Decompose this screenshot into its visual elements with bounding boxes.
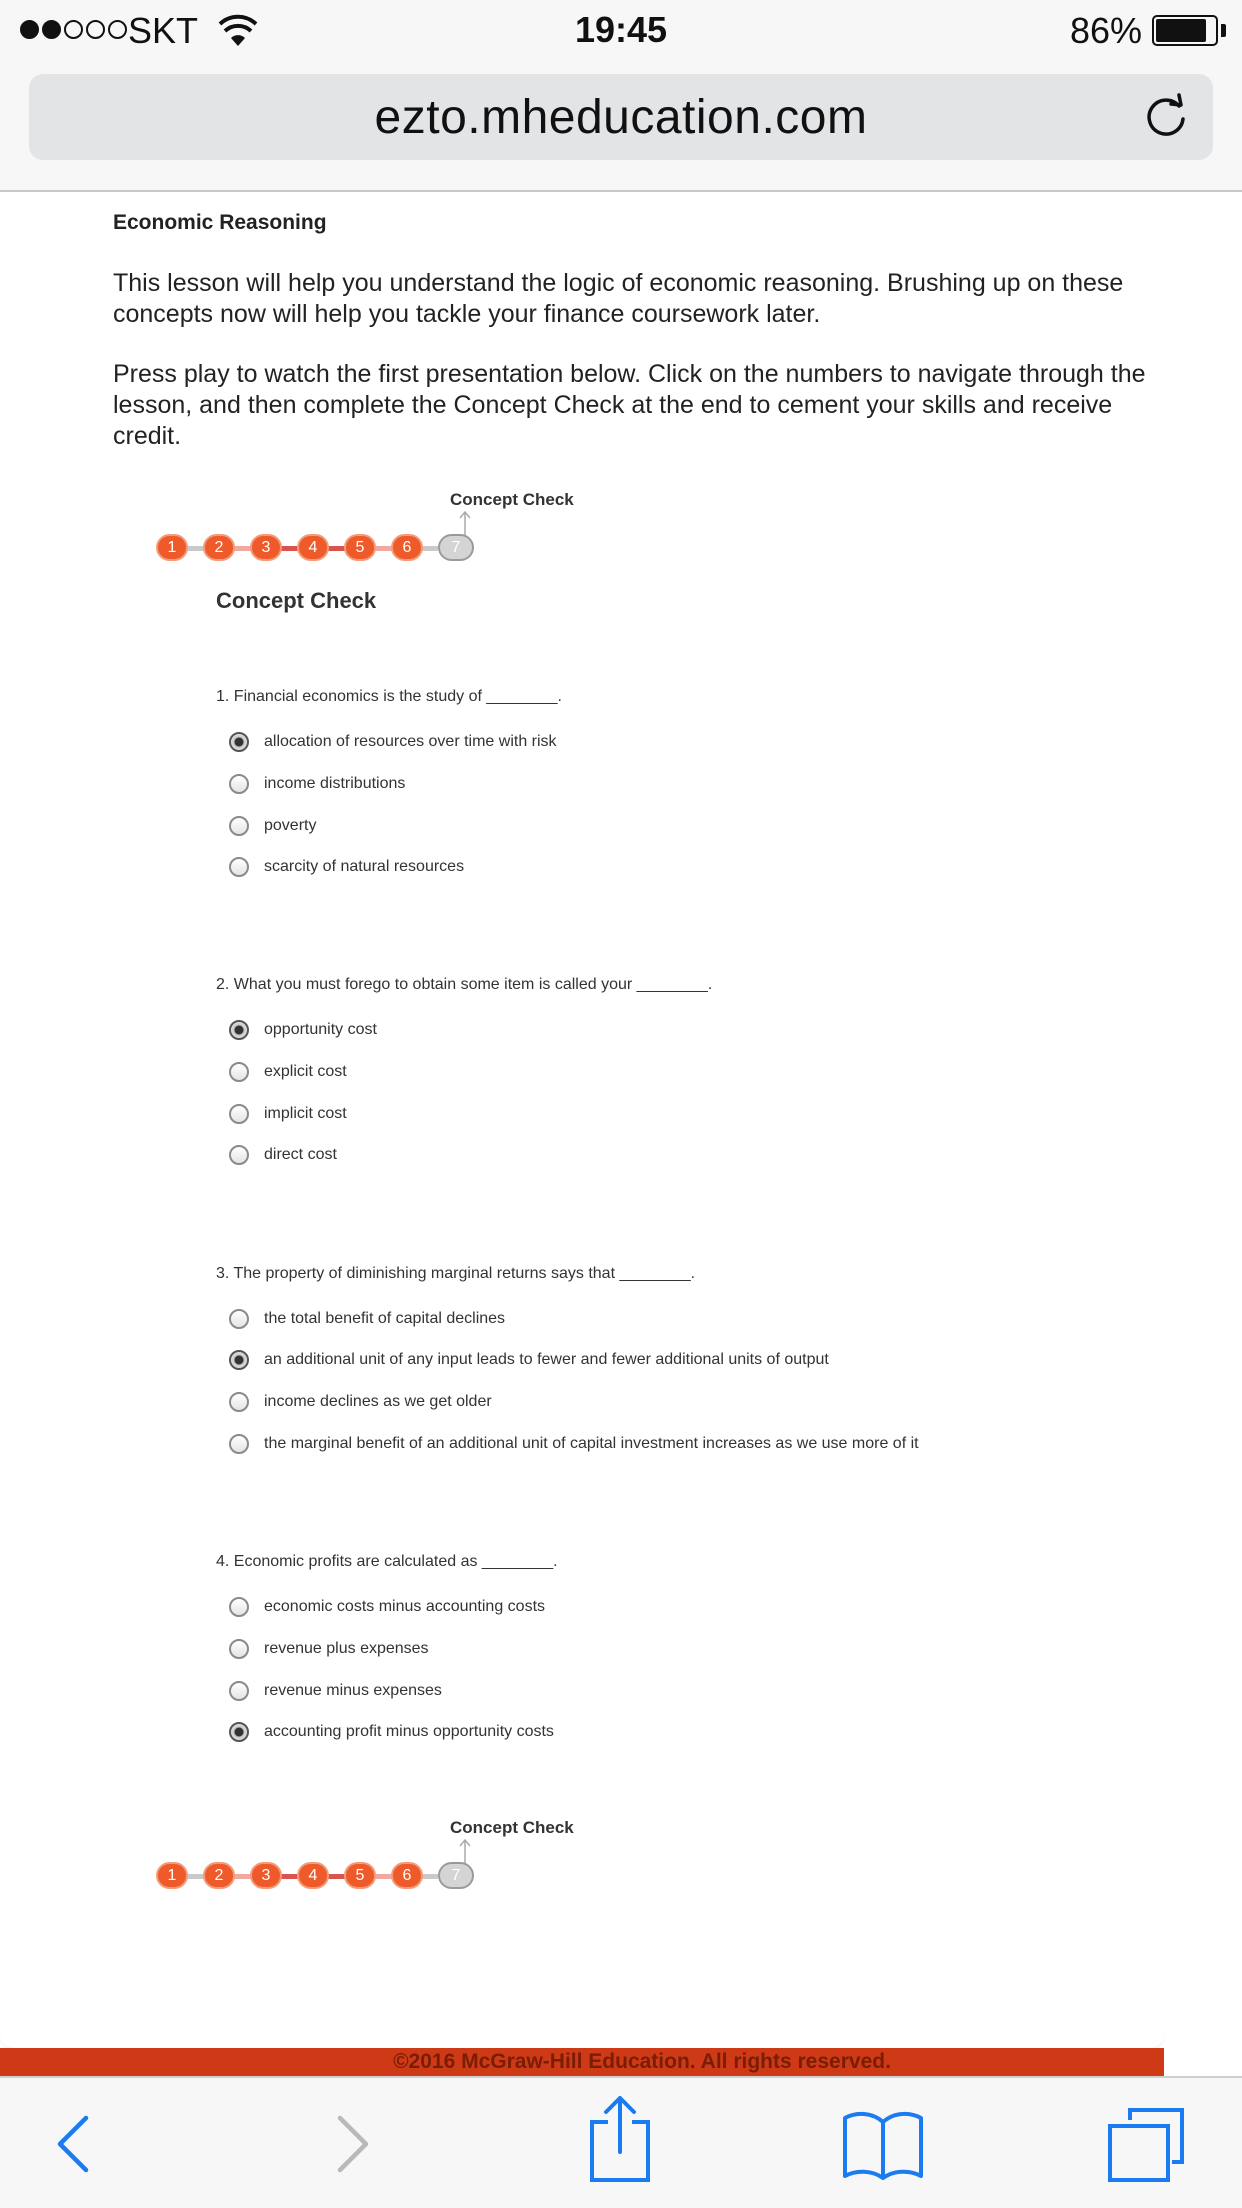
url-text[interactable]: ezto.mheducation.com xyxy=(374,91,868,144)
option-label: revenue plus expenses xyxy=(264,1640,429,1657)
radio-button[interactable] xyxy=(229,1104,249,1124)
option-label: the marginal benefit of an additional unit of capital investment increases as we use more of it xyxy=(264,1435,919,1452)
step-4-button[interactable]: 4 xyxy=(297,534,329,561)
lesson-navigator-top xyxy=(152,490,574,580)
reload-icon[interactable] xyxy=(1141,92,1191,142)
option-label: implicit cost xyxy=(264,1105,347,1122)
option-label: scarcity of natural resources xyxy=(264,858,465,875)
step-2-button[interactable]: 2 xyxy=(203,1862,235,1889)
carrier-name: SKT xyxy=(128,10,199,51)
radio-button-selected[interactable] xyxy=(229,732,249,752)
step-4-button[interactable]: 4 xyxy=(297,1862,329,1889)
step-5-button[interactable]: 5 xyxy=(344,1862,376,1889)
lesson-title: Economic Reasoning xyxy=(113,211,327,234)
question-4: 4. Economic profits are calculated as ________. xyxy=(216,1553,558,1570)
clock: 19:45 xyxy=(574,9,668,50)
q3-option-1[interactable] xyxy=(229,1307,505,1331)
share-icon[interactable] xyxy=(580,2094,660,2184)
back-icon[interactable] xyxy=(38,2106,118,2182)
browser-address-area xyxy=(0,62,1242,192)
radio-button[interactable] xyxy=(229,1062,249,1082)
radio-button[interactable] xyxy=(229,1309,249,1329)
content-card-bottom xyxy=(0,2028,1164,2048)
q1-option-3[interactable] xyxy=(229,814,316,838)
step-7-button[interactable]: 7 xyxy=(438,534,474,561)
intro-paragraph-2: Press play to watch the first presentation below. Click on the numbers to navigate through the lesson, and then complete the Concept Check at the end to cement your skills and receive credit. xyxy=(113,360,1146,450)
intro-paragraph-1: This lesson will help you understand the logic of economic reasoning. Brushing up on these concepts now will help you tackle your finance coursework later. xyxy=(113,269,1124,328)
radio-button[interactable] xyxy=(229,1597,249,1617)
radio-button-selected[interactable] xyxy=(229,1020,249,1040)
option-label: accounting profit minus opportunity costs xyxy=(264,1723,554,1740)
bookmarks-icon[interactable] xyxy=(842,2106,924,2182)
step-6-button[interactable]: 6 xyxy=(391,534,423,561)
step-track xyxy=(152,1862,492,1892)
radio-button-selected[interactable] xyxy=(229,1722,249,1742)
step-6-button[interactable]: 6 xyxy=(391,1862,423,1889)
step-1-button[interactable]: 1 xyxy=(156,1862,188,1889)
question-2: 2. What you must forego to obtain some item is called your ________. xyxy=(216,976,713,993)
q3-option-2[interactable] xyxy=(229,1348,829,1372)
copyright-text: ©2016 McGraw-Hill Education. All rights reserved. xyxy=(393,2050,891,2073)
q2-option-2[interactable] xyxy=(229,1060,347,1084)
q4-option-1[interactable] xyxy=(229,1595,545,1619)
option-label: opportunity cost xyxy=(264,1021,377,1038)
option-label: explicit cost xyxy=(264,1063,347,1080)
concept-check-label: Concept Check xyxy=(450,1818,574,1837)
q2-option-1[interactable] xyxy=(229,1018,377,1042)
battery-icon xyxy=(1152,15,1218,46)
footer-bar xyxy=(0,2048,1164,2076)
lesson-navigator-bottom xyxy=(152,1818,574,1908)
option-label: economic costs minus accounting costs xyxy=(264,1598,546,1615)
q4-option-3[interactable] xyxy=(229,1679,442,1703)
question-1: 1. Financial economics is the study of ________. xyxy=(216,688,562,705)
q1-option-2[interactable] xyxy=(229,772,405,796)
radio-button[interactable] xyxy=(229,816,249,836)
option-label: the total benefit of capital declines xyxy=(264,1310,506,1327)
option-label: income declines as we get older xyxy=(264,1393,492,1410)
radio-button-selected[interactable] xyxy=(229,1350,249,1370)
radio-button[interactable] xyxy=(229,1639,249,1659)
q3-option-3[interactable] xyxy=(229,1390,492,1414)
battery-tip xyxy=(1221,24,1226,37)
option-label: income distributions xyxy=(264,775,406,792)
forward-icon[interactable] xyxy=(314,2106,394,2182)
step-3-button[interactable]: 3 xyxy=(250,534,282,561)
lesson-intro xyxy=(113,208,1163,452)
q1-option-1[interactable] xyxy=(229,730,557,754)
concept-check-heading: Concept Check xyxy=(216,588,377,613)
url-field[interactable] xyxy=(29,74,1213,160)
browser-toolbar xyxy=(0,2076,1242,2208)
q2-option-3[interactable] xyxy=(229,1102,347,1126)
q2-option-4[interactable] xyxy=(229,1143,337,1167)
step-7-button[interactable]: 7 xyxy=(438,1862,474,1889)
step-track xyxy=(152,534,492,564)
q3-option-4[interactable] xyxy=(229,1432,919,1456)
radio-button[interactable] xyxy=(229,1145,249,1165)
step-2-button[interactable]: 2 xyxy=(203,534,235,561)
radio-button[interactable] xyxy=(229,774,249,794)
step-1-button[interactable]: 1 xyxy=(156,534,188,561)
q4-option-2[interactable] xyxy=(229,1637,429,1661)
option-label: an additional unit of any input leads to fewer and fewer additional units of output xyxy=(264,1351,829,1368)
q1-option-4[interactable] xyxy=(229,855,464,879)
option-label: allocation of resources over time with risk xyxy=(264,733,557,750)
radio-button[interactable] xyxy=(229,1392,249,1412)
option-label: poverty xyxy=(264,817,317,834)
step-5-button[interactable]: 5 xyxy=(344,534,376,561)
step-3-button[interactable]: 3 xyxy=(250,1862,282,1889)
status-bar xyxy=(0,0,1242,62)
page-content xyxy=(0,194,1242,2050)
concept-check-label: Concept Check xyxy=(450,490,574,509)
radio-button[interactable] xyxy=(229,1681,249,1701)
radio-button[interactable] xyxy=(229,857,249,877)
option-label: revenue minus expenses xyxy=(264,1682,442,1699)
question-3: 3. The property of diminishing marginal returns says that ________. xyxy=(216,1265,696,1282)
option-label: direct cost xyxy=(264,1146,337,1163)
battery-percentage: 86% xyxy=(1069,10,1142,51)
radio-button[interactable] xyxy=(229,1434,249,1454)
tabs-icon[interactable] xyxy=(1106,2106,1186,2182)
q4-option-4[interactable] xyxy=(229,1720,554,1744)
